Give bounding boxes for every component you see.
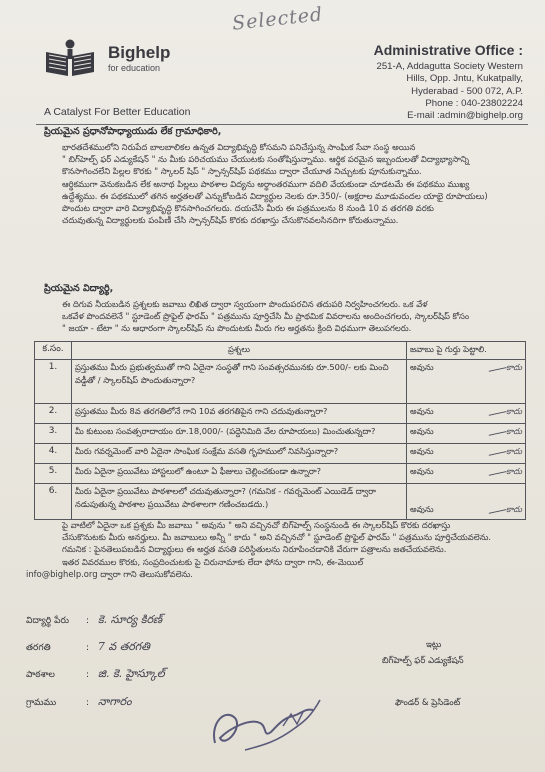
office-title: Administrative Office : [373, 42, 523, 58]
field-label: తరగతి [26, 643, 51, 653]
office-line: Hills, Opp. Jntu, Kukatpally, [406, 73, 523, 85]
col-header-answer: జవాబు పై గుర్తు పెట్టాలి. [407, 342, 526, 360]
no-option-marked: కాదు [488, 504, 522, 517]
field-value-handwritten: నాగారం [97, 695, 132, 708]
greeting-student: ప్రియమైన విద్యార్థి, [44, 283, 114, 294]
closing-yours: ఇట్లు [426, 640, 442, 650]
village-field: గ్రామము : నాగారం [26, 695, 132, 708]
paragraph-line: " జయా - టేటా " ను ఆధారంగా స్కాలర్‌షిప్ ను పొందుటకు మీరు గల అర్హతను క్రింది విధముగా తెలుపగలరు. [62, 323, 412, 334]
row-sn: 3. [35, 424, 72, 444]
row-question: ప్రస్తుతము మీరు 8వ తరగతిలోనే గాని 10వ తరగతిపైన గాని చదువుతున్నారా? [72, 404, 407, 424]
no-option-marked: కాదు [488, 466, 522, 479]
row-answer [407, 464, 526, 484]
row-question: మీరు ఏదైనా ప్రయివేటు పాఠశాలలో చదువుతున్నారా? (గమనిక - గవర్నమెంట్ ఎయిడెడ్ ద్వారా నడుపుతున్న పాఠశాల ప్రయివేటు పాఠశాలగా గణించబడదు.) [72, 484, 407, 520]
table-row [35, 404, 526, 424]
paragraph-line: చదువుతున్న విద్యార్థులకు పంపిణీ చేసి స్పాన్సర్‌షిప్ కొరకు దరఖాస్తు చేసుకొనవలసినదిగా కోరుతున్నాము. [62, 215, 399, 226]
closing-designation: ఫౌండర్ & ప్రెసిడెంట్ [395, 698, 461, 708]
table-row [35, 444, 526, 464]
eligibility-table [34, 341, 526, 520]
office-line: 251-A, Addagutta Society Western [376, 61, 523, 72]
paragraph-line: ఈ దిగువ నీయబడిన ప్రశ్నలకు జవాబు లిఖిత ద్వారా స్వయంగా పొందుపరచిన తదుపరి నిర్వహించగలరు. ఒక వేళ [62, 299, 428, 309]
yes-option: అవును [410, 446, 434, 456]
office-line: Hyderabad - 500 072, A.P. [411, 85, 523, 97]
office-line: Phone : 040-23802224 [425, 97, 523, 109]
brand-block [108, 44, 170, 73]
brand-name: Bighelp [108, 43, 171, 62]
table-row [35, 360, 526, 404]
paragraph-line: ఒకవేళ పొందవలెనే " స్టూడెంట్ ప్రొఫైల్ ఫారమ్ " పత్రమును పూర్తిచేసి మీ ప్రాథమిక వివరాలను అందించగలరు, స్కాలర్‌షిప్ కోసం [62, 311, 470, 322]
student-name-field: విద్యార్థి పేరు : కె. సూర్య కిరణ్ [26, 613, 163, 626]
closing-organisation: బిగ్‌హెల్ప్ ఫర్ ఎడ్యుకేషన్ [382, 656, 464, 666]
field-value-handwritten: జి. కె. హైస్కూల్ [97, 667, 165, 680]
paragraph-line: కొనసాగించలేని పిల్లల కొరకు " స్కాలర్ షిప్ " స్పాన్సర్‌షిప్ పథకము ద్వారా చేయూత నిచ్చుటకు పూనుకున్నాము. [62, 166, 422, 177]
student-paragraph [44, 298, 526, 335]
row-question: మీరు ఏదైనా ప్రయివేటు హాస్టలులో ఉంటూ ఏ ఫీజులు చెల్లించకుండా ఉన్నారా? [72, 464, 407, 484]
paragraph-line: info@bighelp.org ద్వారా గాని తెలుసుకోవలెను. [26, 568, 193, 579]
yes-option: అవును [410, 362, 434, 372]
row-question: మీరు గవర్నమెంట్ వారి ఏదైనా సాంఘిక సంక్షేమ వసతి గృహములో నివసిస్తున్నారా? [72, 444, 407, 464]
table-header-row [35, 342, 526, 360]
row-answer [407, 360, 526, 404]
brand-sub: for education [108, 63, 161, 73]
paragraph-line: చేసుకొనుటకు మీరు అనర్హులు. మీ జవాబులు అన్నీ " కాదు " అని వచ్చినచో " స్టూడెంట్ ప్రొఫైల్ ఫారమ్ " పత్రమును పూర్తిచేయవలెను. [62, 532, 492, 543]
row-answer [407, 484, 526, 520]
row-sn: 5. [35, 464, 72, 484]
no-option-marked: కాదు [488, 362, 522, 375]
field-label: విద్యార్థి పేరు [26, 616, 69, 626]
field-label: పాఠశాల [26, 670, 55, 680]
handwritten-signature [205, 688, 330, 758]
col-header-question: ప్రశ్నలు [72, 342, 407, 360]
header-divider [36, 124, 528, 125]
field-value-handwritten: 7 వ తరగతి [97, 640, 150, 653]
no-option-marked: కాదు [488, 446, 522, 459]
row-answer [407, 424, 526, 444]
table-row [35, 424, 526, 444]
tick-mark-icon [488, 405, 507, 416]
row-sn: 4. [35, 444, 72, 464]
row-sn: 2. [35, 404, 72, 424]
book-logo-icon [44, 38, 96, 78]
row-answer [407, 404, 526, 424]
row-answer [407, 444, 526, 464]
paragraph-line: " బిగ్‌హెల్ప్ ఫర్ ఎడ్యుకేషన్ " ను మీకు పరిచయము చేయుటకు సంతోషిస్తున్నాము. ఆర్థిక పరమైన ఇబ్బందులతో విద్యాభ్యాసాన్ని [62, 154, 470, 165]
paragraph-line: గమనిక : పైనతెలుపబడిన విద్యార్థులు ఈ అర్హత వసతి పరిస్థితులను నిరూపించడానికి వేరుగా పత్రాలను జతచేయవలెను. [62, 544, 447, 555]
office-address [323, 42, 523, 122]
paragraph-line: భారతదేశములోని నిరుపేద బాలబాలికల ఉన్నత విద్యాభివృద్ధి కోసమని పనిచేస్తున్న సాంఘిక సేవా సంస్థ అయిన [62, 142, 416, 152]
table-row [35, 464, 526, 484]
tick-mark-icon [488, 445, 507, 456]
intro-paragraph [44, 141, 526, 226]
class-field: తరగతి : 7 వ తరగతి [26, 640, 150, 653]
tick-mark-icon [488, 465, 507, 476]
row-question: ప్రస్తుతము మీరు ప్రభుత్వముతో గాని ఏదైనా సంస్థతో గాని సంవత్సరమునకు రూ.500/- లకు మించి వడ్డీతో / స్కాలర్‌షిప్ పొందుతున్నారా? [72, 360, 407, 404]
row-question: మీ కుటుంబ సంవత్సరాదాయం రూ.18,000/- (పద్దెనిమిది వేల రూపాయలు) మించుతున్నదా? [72, 424, 407, 444]
col-header-sn: క.సం. [35, 342, 72, 360]
row-sn: 6. [35, 484, 72, 520]
paragraph-line: ఉద్దేశ్యము. ఈ పథకములో తగిన అర్హతలతో ఎన్నుకోబడిన విద్యార్థుల నెలకు రూ.350/- (అక్షరాల మూడువందల యాభై రూపాయలు) [62, 190, 488, 201]
greeting-headmaster: ప్రియమైన ప్రధానోపాధ్యాయుడు లేక గ్రామాధికారి, [44, 126, 222, 137]
office-line: E-mail :admin@bighelp.org [407, 110, 523, 122]
tagline: A Catalyst For Better Education [44, 106, 191, 118]
yes-option: అవును [410, 504, 434, 514]
yes-option: అవును [410, 426, 434, 436]
yes-option: అవును [410, 406, 434, 416]
paragraph-line: పొందుట ద్వారా వారి విద్యాభివృద్ధి కొనసాగించగలరు. దయచేసి మీరు ఈ పత్రములను 8 నుండి 10 వ తరగతి వరకు [62, 203, 434, 214]
handwritten-selected-note: Selected [231, 3, 325, 35]
tick-mark-icon [488, 361, 507, 372]
paragraph-line: ఇతర వివరముల కొరకు, సంప్రదించుటకు పై చిరునామాకు లేదా ఫోను ద్వారా గాని, ఈ-మెయిల్ [62, 556, 364, 567]
paragraph-line: ఆర్థికముగా వెనుకబడిన లేక అనాథ పిల్లలు పాఠశాల విద్యను అర్థాంతరముగా వదిలి వేయకుండా చూడటమే ఈ పథకము ముఖ్య [62, 178, 470, 189]
tick-mark-icon [488, 425, 507, 436]
no-option-marked: కాదు [488, 426, 522, 439]
no-option-marked: కాదు [488, 406, 522, 419]
instructions-paragraph [26, 519, 526, 580]
yes-option: అవును [410, 466, 434, 476]
row-sn: 1. [35, 360, 72, 404]
table-row [35, 484, 526, 520]
field-label: గ్రామము [26, 698, 57, 708]
school-field: పాఠశాల : జి. కె. హైస్కూల్ [26, 667, 165, 680]
tick-mark-icon [488, 503, 507, 514]
paragraph-line: పై వాటిలో ఏదైనా ఒక ప్రశ్నకు మీ జవాబు " అవును " అని వచ్చినచో బిగ్‌హెల్ప్ సంస్థనుండి ఈ స్కాలర్‌షిప్ కొరకు దరఖాస్తు [62, 520, 451, 530]
field-value-handwritten: కె. సూర్య కిరణ్ [97, 613, 163, 626]
